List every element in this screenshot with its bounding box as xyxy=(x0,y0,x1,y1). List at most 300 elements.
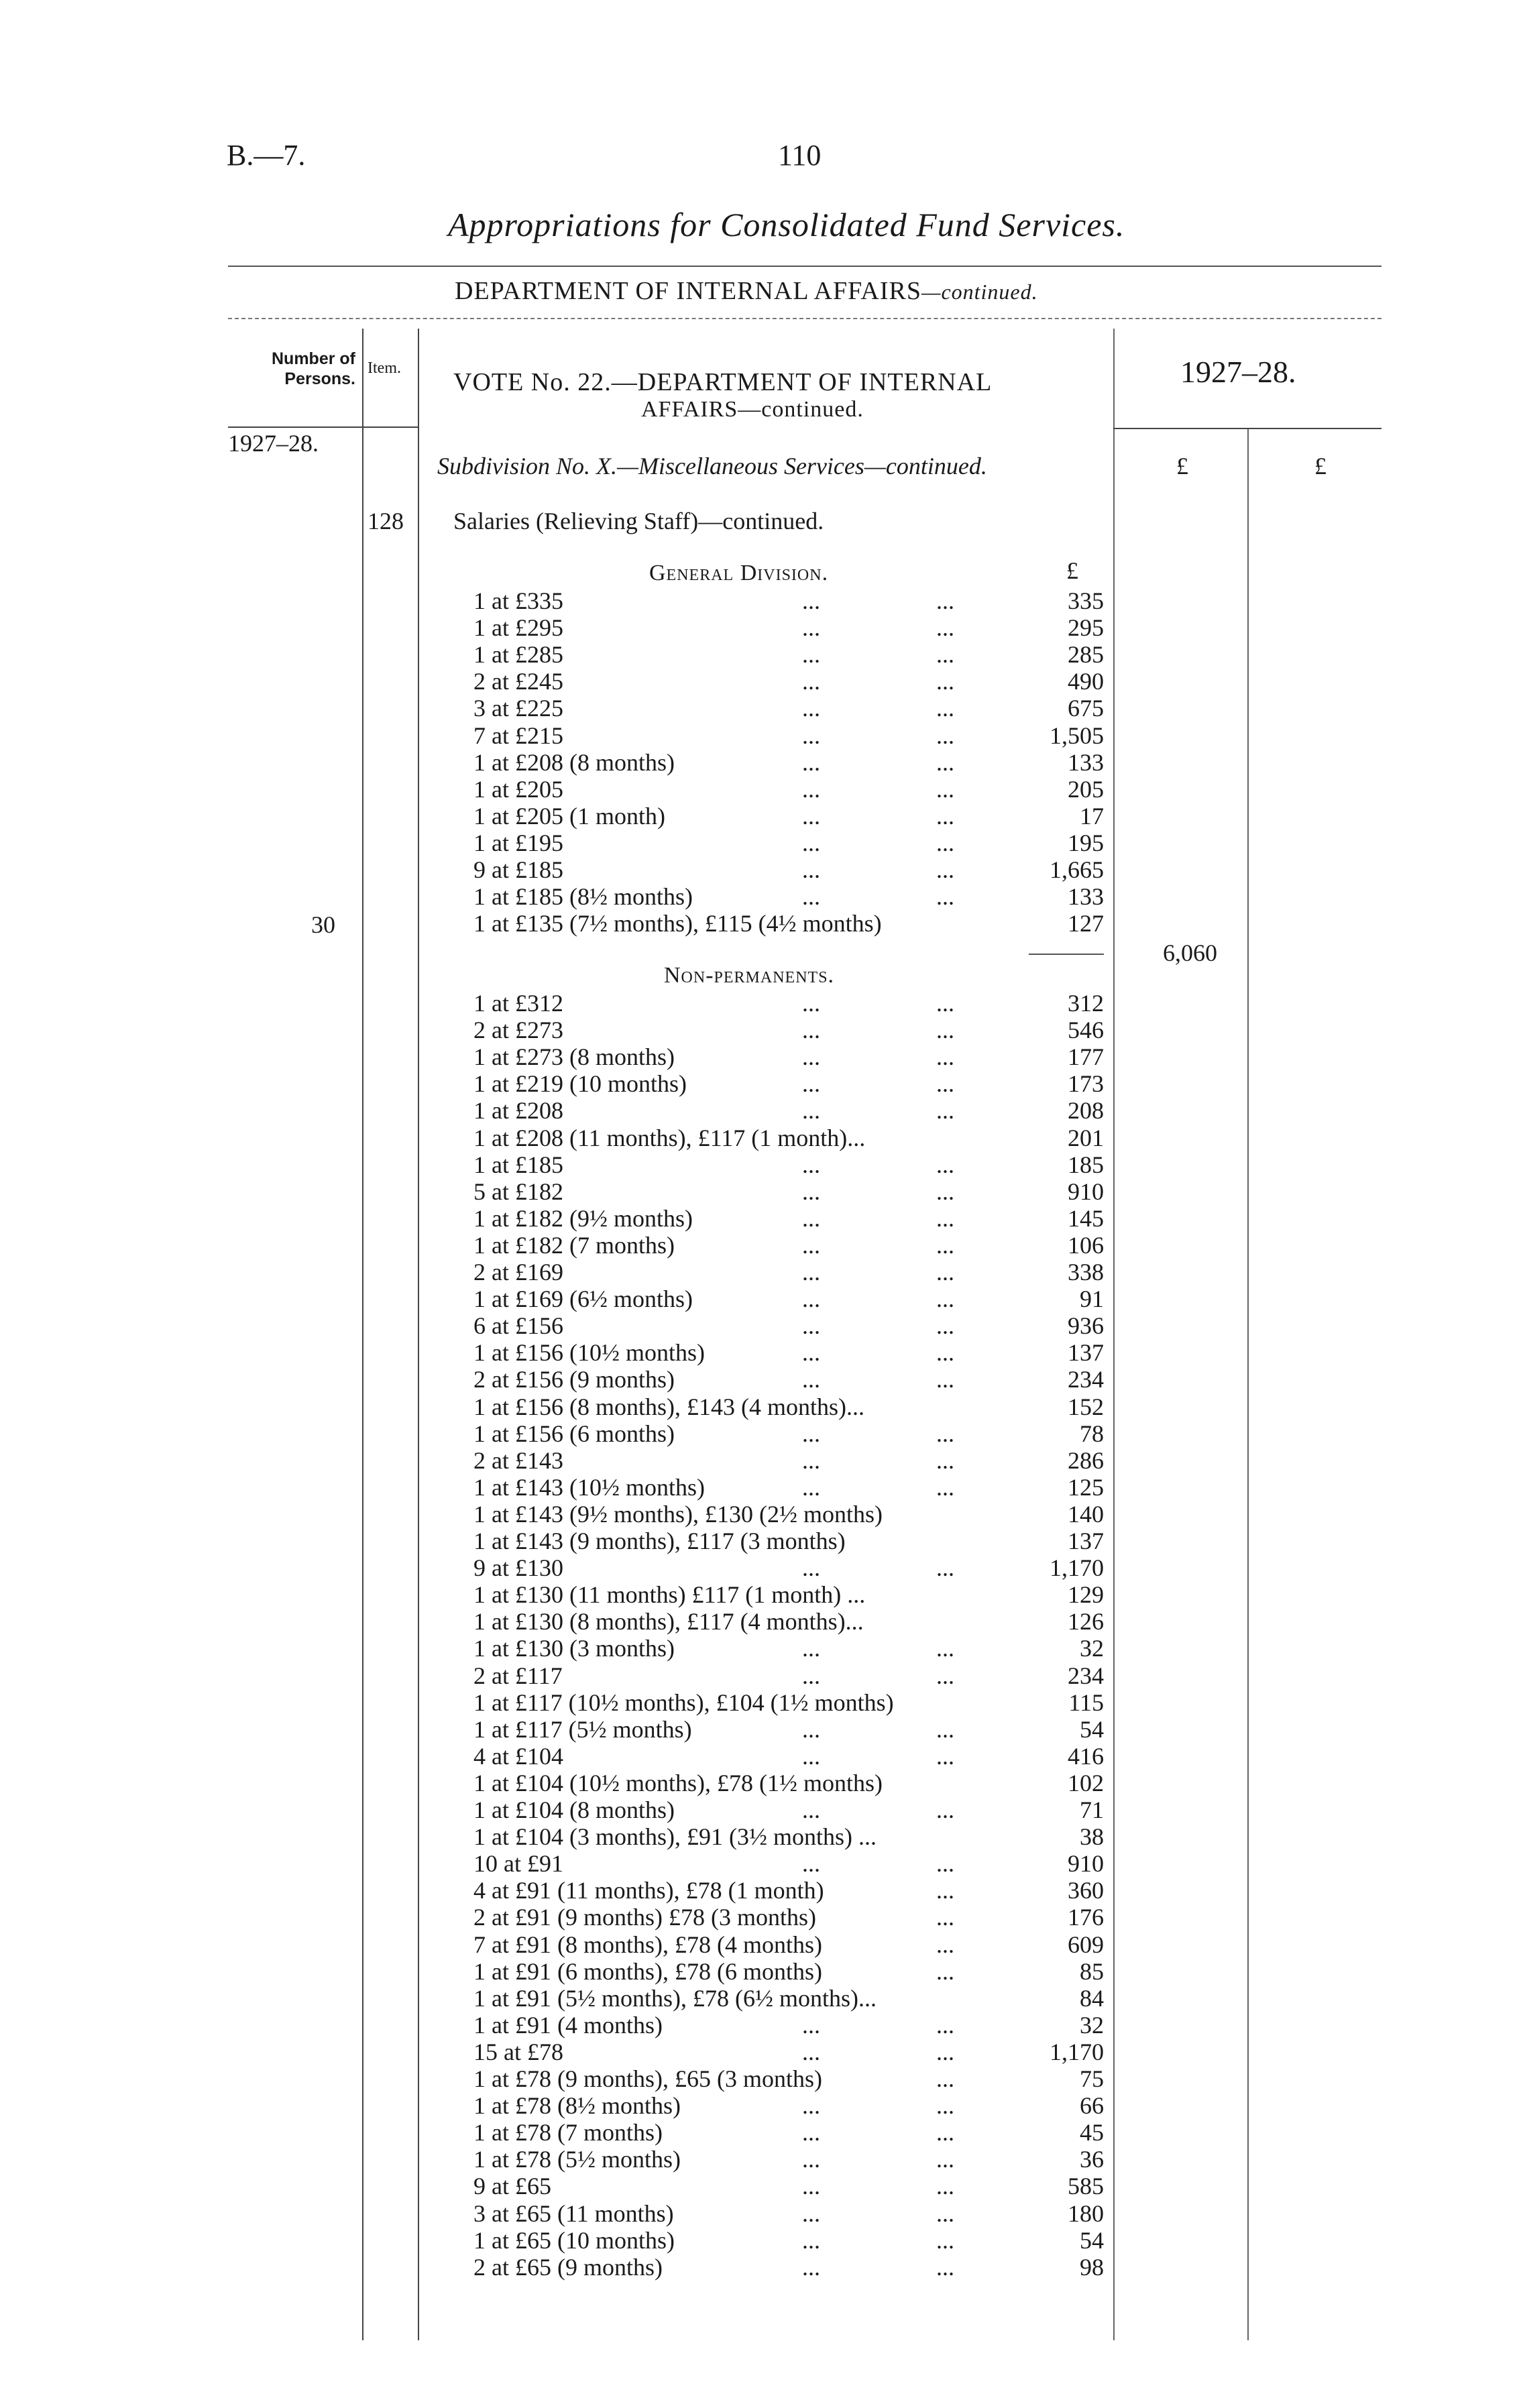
leader-dots: ... xyxy=(802,1017,820,1044)
leader-dots: ... xyxy=(802,1043,820,1071)
leader-dots: ... xyxy=(802,883,820,911)
row-label: 2 at £245 xyxy=(473,668,563,695)
non-permanents-row xyxy=(473,2146,1104,2173)
row-label: 1 at £195 xyxy=(473,829,563,856)
document-reference: B.—7. xyxy=(227,139,306,172)
row-amount: 85 xyxy=(1080,1957,1104,1985)
row-label: 9 at £65 xyxy=(473,2173,551,2200)
row-amount: 1,505 xyxy=(1050,722,1104,749)
row-label: 1 at £117 (10½ months), £104 (1½ months) xyxy=(473,1688,894,1716)
leader-dots: ... xyxy=(936,668,954,695)
non-permanents-row xyxy=(473,2200,1104,2227)
row-label: 2 at £91 (9 months) £78 (3 months) xyxy=(473,1904,816,1931)
row-amount: 38 xyxy=(1080,1823,1104,1851)
non-permanents-row xyxy=(473,1823,1104,1850)
leader-dots: ... xyxy=(802,748,820,776)
leader-dots: ... xyxy=(936,1204,954,1232)
non-permanents-row xyxy=(473,1850,1104,1877)
non-permanents-row xyxy=(473,1474,1104,1501)
row-amount: 180 xyxy=(1068,2199,1104,2227)
non-permanents-row xyxy=(473,990,1104,1017)
non-permanents-row xyxy=(473,1958,1104,1985)
non-permanents-row xyxy=(473,1043,1104,1070)
subdivision-heading: Subdivision No. X.—Miscellaneous Services—continued. xyxy=(437,453,987,479)
non-permanents-row xyxy=(473,2254,1104,2281)
row-amount: 98 xyxy=(1080,2253,1104,2281)
row-label: 1 at £169 (6½ months) xyxy=(473,1285,693,1313)
leader-dots: ... xyxy=(802,614,820,642)
row-label: 1 at £156 (8 months), £143 (4 months)... xyxy=(473,1393,864,1420)
non-permanents-row xyxy=(473,2119,1104,2146)
leader-dots: ... xyxy=(936,1339,954,1367)
row-amount: 106 xyxy=(1068,1231,1104,1259)
row-amount: 133 xyxy=(1068,883,1104,911)
row-amount: 32 xyxy=(1080,2011,1104,2039)
row-amount: 675 xyxy=(1068,695,1104,722)
item-column-header: Item. xyxy=(368,359,401,377)
row-label: 4 at £91 (11 months), £78 (1 month) xyxy=(473,1877,824,1904)
general-division-row xyxy=(473,641,1104,668)
row-amount: 78 xyxy=(1080,1420,1104,1447)
general-division-heading: General Division. xyxy=(649,561,829,585)
row-label: 1 at £182 (7 months) xyxy=(473,1231,675,1259)
row-label: 1 at £78 (7 months) xyxy=(473,2119,663,2146)
leader-dots: ... xyxy=(936,2226,954,2254)
row-amount: 208 xyxy=(1068,1097,1104,1125)
non-permanents-row xyxy=(473,1770,1104,1796)
header-rule-right xyxy=(1113,428,1382,429)
leader-dots: ... xyxy=(802,1151,820,1178)
leader-dots: ... xyxy=(936,695,954,722)
non-permanents-row xyxy=(473,1796,1104,1823)
leader-dots: ... xyxy=(936,2253,954,2281)
leader-dots: ... xyxy=(936,1742,954,1770)
row-label: 1 at £185 (8½ months) xyxy=(473,883,693,911)
leader-dots: ... xyxy=(802,1339,820,1367)
row-label: 7 at £91 (8 months), £78 (4 months) xyxy=(473,1931,822,1958)
row-amount: 75 xyxy=(1080,2065,1104,2092)
row-label: 6 at £156 xyxy=(473,1312,563,1340)
row-label: 7 at £215 xyxy=(473,722,563,749)
non-permanents-row xyxy=(473,1178,1104,1205)
row-label: 1 at £143 (10½ months) xyxy=(473,1473,705,1501)
non-permanents-row xyxy=(473,1608,1104,1635)
row-amount: 585 xyxy=(1068,2173,1104,2200)
row-label: 3 at £225 xyxy=(473,695,563,722)
salaries-heading: Salaries (Relieving Staff)—continued. xyxy=(453,508,824,534)
row-label: 3 at £65 (11 months) xyxy=(473,2199,674,2227)
leader-dots: ... xyxy=(936,1904,954,1931)
row-label: 1 at £156 (6 months) xyxy=(473,1420,675,1447)
leader-dots: ... xyxy=(802,856,820,883)
leader-dots: ... xyxy=(936,2092,954,2120)
leader-dots: ... xyxy=(936,1285,954,1313)
row-label: 4 at £104 xyxy=(473,1742,563,1770)
row-amount: 177 xyxy=(1068,1043,1104,1071)
row-amount: 1,170 xyxy=(1050,2038,1104,2065)
leader-dots: ... xyxy=(936,587,954,614)
leader-dots: ... xyxy=(802,1420,820,1447)
general-division-row xyxy=(473,910,1104,937)
leader-dots: ... xyxy=(936,775,954,803)
general-division-row xyxy=(473,614,1104,641)
leader-dots: ... xyxy=(802,1850,820,1878)
row-amount: 609 xyxy=(1068,1931,1104,1958)
row-amount: 152 xyxy=(1068,1393,1104,1420)
department-heading xyxy=(455,276,1038,306)
leader-dots: ... xyxy=(802,1285,820,1313)
leader-dots: ... xyxy=(802,2173,820,2200)
non-permanents-row xyxy=(473,2065,1104,2092)
page-title: Appropriations for Consolidated Fund Services. xyxy=(448,206,1125,243)
persons-column-header: Number of Persons. xyxy=(272,349,355,388)
row-label: 1 at £78 (8½ months) xyxy=(473,2092,681,2120)
vote-title-line1: VOTE No. 22.—DEPARTMENT OF INTERNAL xyxy=(453,368,993,396)
row-amount: 17 xyxy=(1080,802,1104,829)
row-amount: 335 xyxy=(1068,587,1104,614)
leader-dots: ... xyxy=(936,1850,954,1878)
row-label: 1 at £208 (8 months) xyxy=(473,748,675,776)
general-division-row xyxy=(473,587,1104,614)
pound-sign-total: £ xyxy=(1314,453,1327,479)
row-label: 2 at £273 xyxy=(473,1017,563,1044)
row-label: 1 at £130 (11 months) £117 (1 month) ... xyxy=(473,1581,866,1609)
leader-dots: ... xyxy=(936,2065,954,2092)
non-permanents-heading: Non-permanents. xyxy=(664,963,835,988)
non-permanents-row xyxy=(473,1097,1104,1124)
non-permanents-row xyxy=(473,1931,1104,1958)
non-permanents-row xyxy=(473,2012,1104,2039)
leader-dots: ... xyxy=(802,1554,820,1582)
row-label: 1 at £130 (8 months), £117 (4 months)... xyxy=(473,1608,864,1636)
non-permanents-row xyxy=(473,1259,1104,1285)
non-permanents-row xyxy=(473,2039,1104,2065)
non-permanents-row xyxy=(473,1339,1104,1366)
leader-dots: ... xyxy=(936,856,954,883)
leader-dots: ... xyxy=(802,1366,820,1393)
leader-dots: ... xyxy=(936,1473,954,1501)
row-label: 1 at £156 (10½ months) xyxy=(473,1339,705,1367)
row-label: 1 at £335 xyxy=(473,587,563,614)
row-label: 1 at £208 (11 months), £117 (1 month)... xyxy=(473,1124,866,1151)
non-permanents-row xyxy=(473,1366,1104,1393)
row-amount: 1,170 xyxy=(1050,1554,1104,1582)
row-amount: 71 xyxy=(1080,1796,1104,1823)
leader-dots: ... xyxy=(802,775,820,803)
row-label: 2 at £143 xyxy=(473,1446,563,1474)
row-label: 1 at £143 (9½ months), £130 (2½ months) xyxy=(473,1500,883,1528)
row-amount: 84 xyxy=(1080,1984,1104,2012)
row-amount: 234 xyxy=(1068,1662,1104,1689)
row-label: 1 at £219 (10 months) xyxy=(473,1070,687,1098)
row-amount: 234 xyxy=(1068,1366,1104,1393)
row-label: 9 at £130 xyxy=(473,1554,563,1582)
non-permanents-row xyxy=(473,1125,1104,1151)
row-label: 15 at £78 xyxy=(473,2038,563,2065)
leader-dots: ... xyxy=(802,1178,820,1205)
leader-dots: ... xyxy=(802,1097,820,1125)
row-amount: 910 xyxy=(1068,1178,1104,1205)
row-amount: 133 xyxy=(1068,748,1104,776)
item-number: 128 xyxy=(368,508,404,534)
row-label: 2 at £117 xyxy=(473,1662,563,1689)
row-amount: 295 xyxy=(1068,614,1104,642)
row-label: 1 at £273 (8 months) xyxy=(473,1043,675,1071)
leader-dots: ... xyxy=(936,1312,954,1340)
leader-dots: ... xyxy=(802,2092,820,2120)
row-label: 1 at £91 (4 months) xyxy=(473,2011,663,2039)
leader-dots: ... xyxy=(936,2011,954,2039)
leader-dots: ... xyxy=(936,1420,954,1447)
leader-dots: ... xyxy=(936,1178,954,1205)
leader-dots: ... xyxy=(936,1796,954,1823)
general-division-currency: £ xyxy=(1066,557,1078,584)
leader-dots: ... xyxy=(802,2146,820,2173)
leader-dots: ... xyxy=(936,1259,954,1285)
leader-dots: ... xyxy=(802,695,820,722)
row-amount: 205 xyxy=(1068,775,1104,803)
leader-dots: ... xyxy=(802,722,820,749)
leader-dots: ... xyxy=(802,2011,820,2039)
non-permanents-row xyxy=(473,1285,1104,1312)
row-amount: 115 xyxy=(1068,1688,1104,1716)
leader-dots: ... xyxy=(802,1259,820,1285)
row-label: 1 at £104 (3 months), £91 (3½ months) ... xyxy=(473,1823,877,1851)
row-label: 5 at £182 xyxy=(473,1178,563,1205)
non-permanents-row xyxy=(473,1205,1104,1232)
leader-dots: ... xyxy=(936,722,954,749)
row-amount: 54 xyxy=(1080,1715,1104,1743)
leader-dots: ... xyxy=(936,1931,954,1958)
row-label: 1 at £285 xyxy=(473,641,563,669)
row-label: 1 at £130 (3 months) xyxy=(473,1635,675,1662)
non-permanents-row xyxy=(473,1151,1104,1178)
pound-sign-amount: £ xyxy=(1176,453,1188,479)
non-permanents-row xyxy=(473,1877,1104,1904)
leader-dots: ... xyxy=(802,1231,820,1259)
row-amount: 201 xyxy=(1068,1124,1104,1151)
leader-dots: ... xyxy=(936,1017,954,1044)
row-amount: 137 xyxy=(1068,1528,1104,1554)
row-amount: 312 xyxy=(1068,990,1104,1017)
row-label: 1 at £205 (1 month) xyxy=(473,802,665,829)
row-label: 1 at £78 (9 months), £65 (3 months) xyxy=(473,2065,822,2092)
non-permanents-row xyxy=(473,1501,1104,1528)
non-permanents-row xyxy=(473,1554,1104,1581)
row-label: 1 at £135 (7½ months), £115 (4½ months) xyxy=(473,910,882,937)
general-division-row xyxy=(473,722,1104,749)
non-permanents-row xyxy=(473,1635,1104,1662)
department-name: DEPARTMENT OF INTERNAL AFFAIRS xyxy=(455,277,921,305)
row-amount: 102 xyxy=(1068,1769,1104,1796)
non-permanents-row xyxy=(473,1904,1104,1931)
general-division-row xyxy=(473,668,1104,695)
leader-dots: ... xyxy=(936,1070,954,1098)
leader-dots: ... xyxy=(936,1715,954,1743)
general-division-total: 6,060 xyxy=(1163,939,1217,966)
row-amount: 285 xyxy=(1068,641,1104,669)
non-permanents-row xyxy=(473,1662,1104,1689)
leader-dots: ... xyxy=(936,802,954,829)
general-division-row xyxy=(473,856,1104,883)
leader-dots: ... xyxy=(802,1796,820,1823)
row-label: 1 at £185 xyxy=(473,1151,563,1178)
department-suffix: —continued. xyxy=(921,280,1038,304)
leader-dots: ... xyxy=(802,587,820,614)
row-amount: 45 xyxy=(1080,2119,1104,2146)
row-amount: 125 xyxy=(1068,1473,1104,1501)
leader-dots: ... xyxy=(936,883,954,911)
general-division-row xyxy=(473,803,1104,829)
leader-dots: ... xyxy=(936,1635,954,1662)
row-label: 1 at £91 (5½ months), £78 (6½ months)... xyxy=(473,1984,877,2012)
row-amount: 91 xyxy=(1080,1285,1104,1313)
row-label: 1 at £312 xyxy=(473,990,563,1017)
leader-dots: ... xyxy=(936,2038,954,2065)
row-amount: 176 xyxy=(1068,1904,1104,1931)
row-amount: 32 xyxy=(1080,1635,1104,1662)
row-amount: 140 xyxy=(1068,1500,1104,1528)
non-permanents-row xyxy=(473,1743,1104,1770)
row-label: 2 at £65 (9 months) xyxy=(473,2253,663,2281)
row-label: 1 at £65 (10 months) xyxy=(473,2226,675,2254)
non-permanents-row xyxy=(473,1312,1104,1339)
header-rule-left xyxy=(228,426,418,428)
leader-dots: ... xyxy=(936,748,954,776)
leader-dots: ... xyxy=(936,641,954,669)
non-permanents-row xyxy=(473,1985,1104,2012)
leader-dots: ... xyxy=(802,2253,820,2281)
row-amount: 360 xyxy=(1068,1877,1104,1904)
leader-dots: ... xyxy=(802,2119,820,2146)
row-amount: 910 xyxy=(1068,1850,1104,1878)
row-amount: 126 xyxy=(1068,1608,1104,1636)
row-amount: 546 xyxy=(1068,1017,1104,1044)
row-amount: 936 xyxy=(1068,1312,1104,1340)
row-amount: 36 xyxy=(1080,2146,1104,2173)
general-division-subtotal-rule xyxy=(1029,954,1104,955)
leader-dots: ... xyxy=(802,1070,820,1098)
leader-dots: ... xyxy=(936,1554,954,1582)
row-label: 1 at £78 (5½ months) xyxy=(473,2146,681,2173)
leader-dots: ... xyxy=(936,1877,954,1904)
general-division-row xyxy=(473,776,1104,803)
row-amount: 137 xyxy=(1068,1339,1104,1367)
leader-dots: ... xyxy=(802,2038,820,2065)
row-amount: 185 xyxy=(1068,1151,1104,1178)
leader-dots: ... xyxy=(802,829,820,856)
row-amount: 66 xyxy=(1080,2092,1104,2120)
leader-dots: ... xyxy=(802,1204,820,1232)
non-permanents-row xyxy=(473,1232,1104,1259)
leader-dots: ... xyxy=(936,2146,954,2173)
row-label: 2 at £156 (9 months) xyxy=(473,1366,675,1393)
non-permanents-row xyxy=(473,1716,1104,1743)
item-column-rule xyxy=(418,329,419,2340)
row-amount: 129 xyxy=(1068,1581,1104,1609)
row-label: 1 at £117 (5½ months) xyxy=(473,1715,692,1743)
leader-dots: ... xyxy=(936,2199,954,2227)
row-amount: 490 xyxy=(1068,668,1104,695)
row-amount: 54 xyxy=(1080,2226,1104,2254)
row-label: 1 at £295 xyxy=(473,614,563,642)
non-permanents-row xyxy=(473,1393,1104,1420)
leader-dots: ... xyxy=(936,1097,954,1125)
leader-dots: ... xyxy=(936,829,954,856)
year-header: 1927–28. xyxy=(1180,355,1296,389)
row-label: 1 at £104 (10½ months), £78 (1½ months) xyxy=(473,1769,883,1796)
row-label: 1 at £104 (8 months) xyxy=(473,1796,675,1823)
row-label: 2 at £169 xyxy=(473,1259,563,1285)
leader-dots: ... xyxy=(802,2199,820,2227)
non-permanents-row xyxy=(473,1420,1104,1447)
non-permanents-row xyxy=(473,1581,1104,1608)
title-rule xyxy=(228,266,1382,267)
persons-column-rule xyxy=(362,329,363,2340)
row-amount: 173 xyxy=(1068,1070,1104,1098)
leader-dots: ... xyxy=(802,802,820,829)
year-subheader: 1927–28. xyxy=(228,430,319,457)
leader-dots: ... xyxy=(936,2173,954,2200)
row-amount: 286 xyxy=(1068,1446,1104,1474)
leader-dots: ... xyxy=(936,1151,954,1178)
leader-dots: ... xyxy=(936,1957,954,1985)
leader-dots: ... xyxy=(936,1231,954,1259)
leader-dots: ... xyxy=(936,1662,954,1689)
row-amount: 127 xyxy=(1068,910,1104,937)
page-number: 110 xyxy=(778,139,822,172)
leader-dots: ... xyxy=(802,668,820,695)
leader-dots: ... xyxy=(936,614,954,642)
leader-dots: ... xyxy=(936,990,954,1017)
leader-dots: ... xyxy=(936,1366,954,1393)
general-division-persons: 30 xyxy=(311,911,335,938)
row-amount: 195 xyxy=(1068,829,1104,856)
row-label: 1 at £208 xyxy=(473,1097,563,1125)
general-division-row xyxy=(473,883,1104,910)
leader-dots: ... xyxy=(936,1446,954,1474)
general-division-row xyxy=(473,695,1104,722)
leader-dots: ... xyxy=(802,1715,820,1743)
row-amount: 338 xyxy=(1068,1259,1104,1285)
non-permanents-row xyxy=(473,2227,1104,2254)
row-amount: 416 xyxy=(1068,1742,1104,1770)
non-permanents-row xyxy=(473,1528,1104,1554)
general-division-row xyxy=(473,829,1104,856)
non-permanents-row xyxy=(473,1070,1104,1097)
leader-dots: ... xyxy=(802,1742,820,1770)
department-rule xyxy=(228,318,1382,319)
non-permanents-row xyxy=(473,1017,1104,1043)
leader-dots: ... xyxy=(936,2119,954,2146)
leader-dots: ... xyxy=(802,1662,820,1689)
vote-title-line2: AFFAIRS—continued. xyxy=(641,397,864,422)
leader-dots: ... xyxy=(802,1312,820,1340)
non-permanents-row xyxy=(473,1689,1104,1716)
leader-dots: ... xyxy=(802,1446,820,1474)
row-label: 10 at £91 xyxy=(473,1850,563,1878)
leader-dots: ... xyxy=(802,990,820,1017)
row-label: 9 at £185 xyxy=(473,856,563,883)
row-amount: 1,665 xyxy=(1050,856,1104,883)
total-column-rule xyxy=(1247,429,1249,2340)
non-permanents-row xyxy=(473,2173,1104,2199)
leader-dots: ... xyxy=(802,1473,820,1501)
row-label: 1 at £143 (9 months), £117 (3 months) xyxy=(473,1528,846,1554)
non-permanents-row xyxy=(473,1447,1104,1474)
leader-dots: ... xyxy=(802,641,820,669)
leader-dots: ... xyxy=(936,1043,954,1071)
